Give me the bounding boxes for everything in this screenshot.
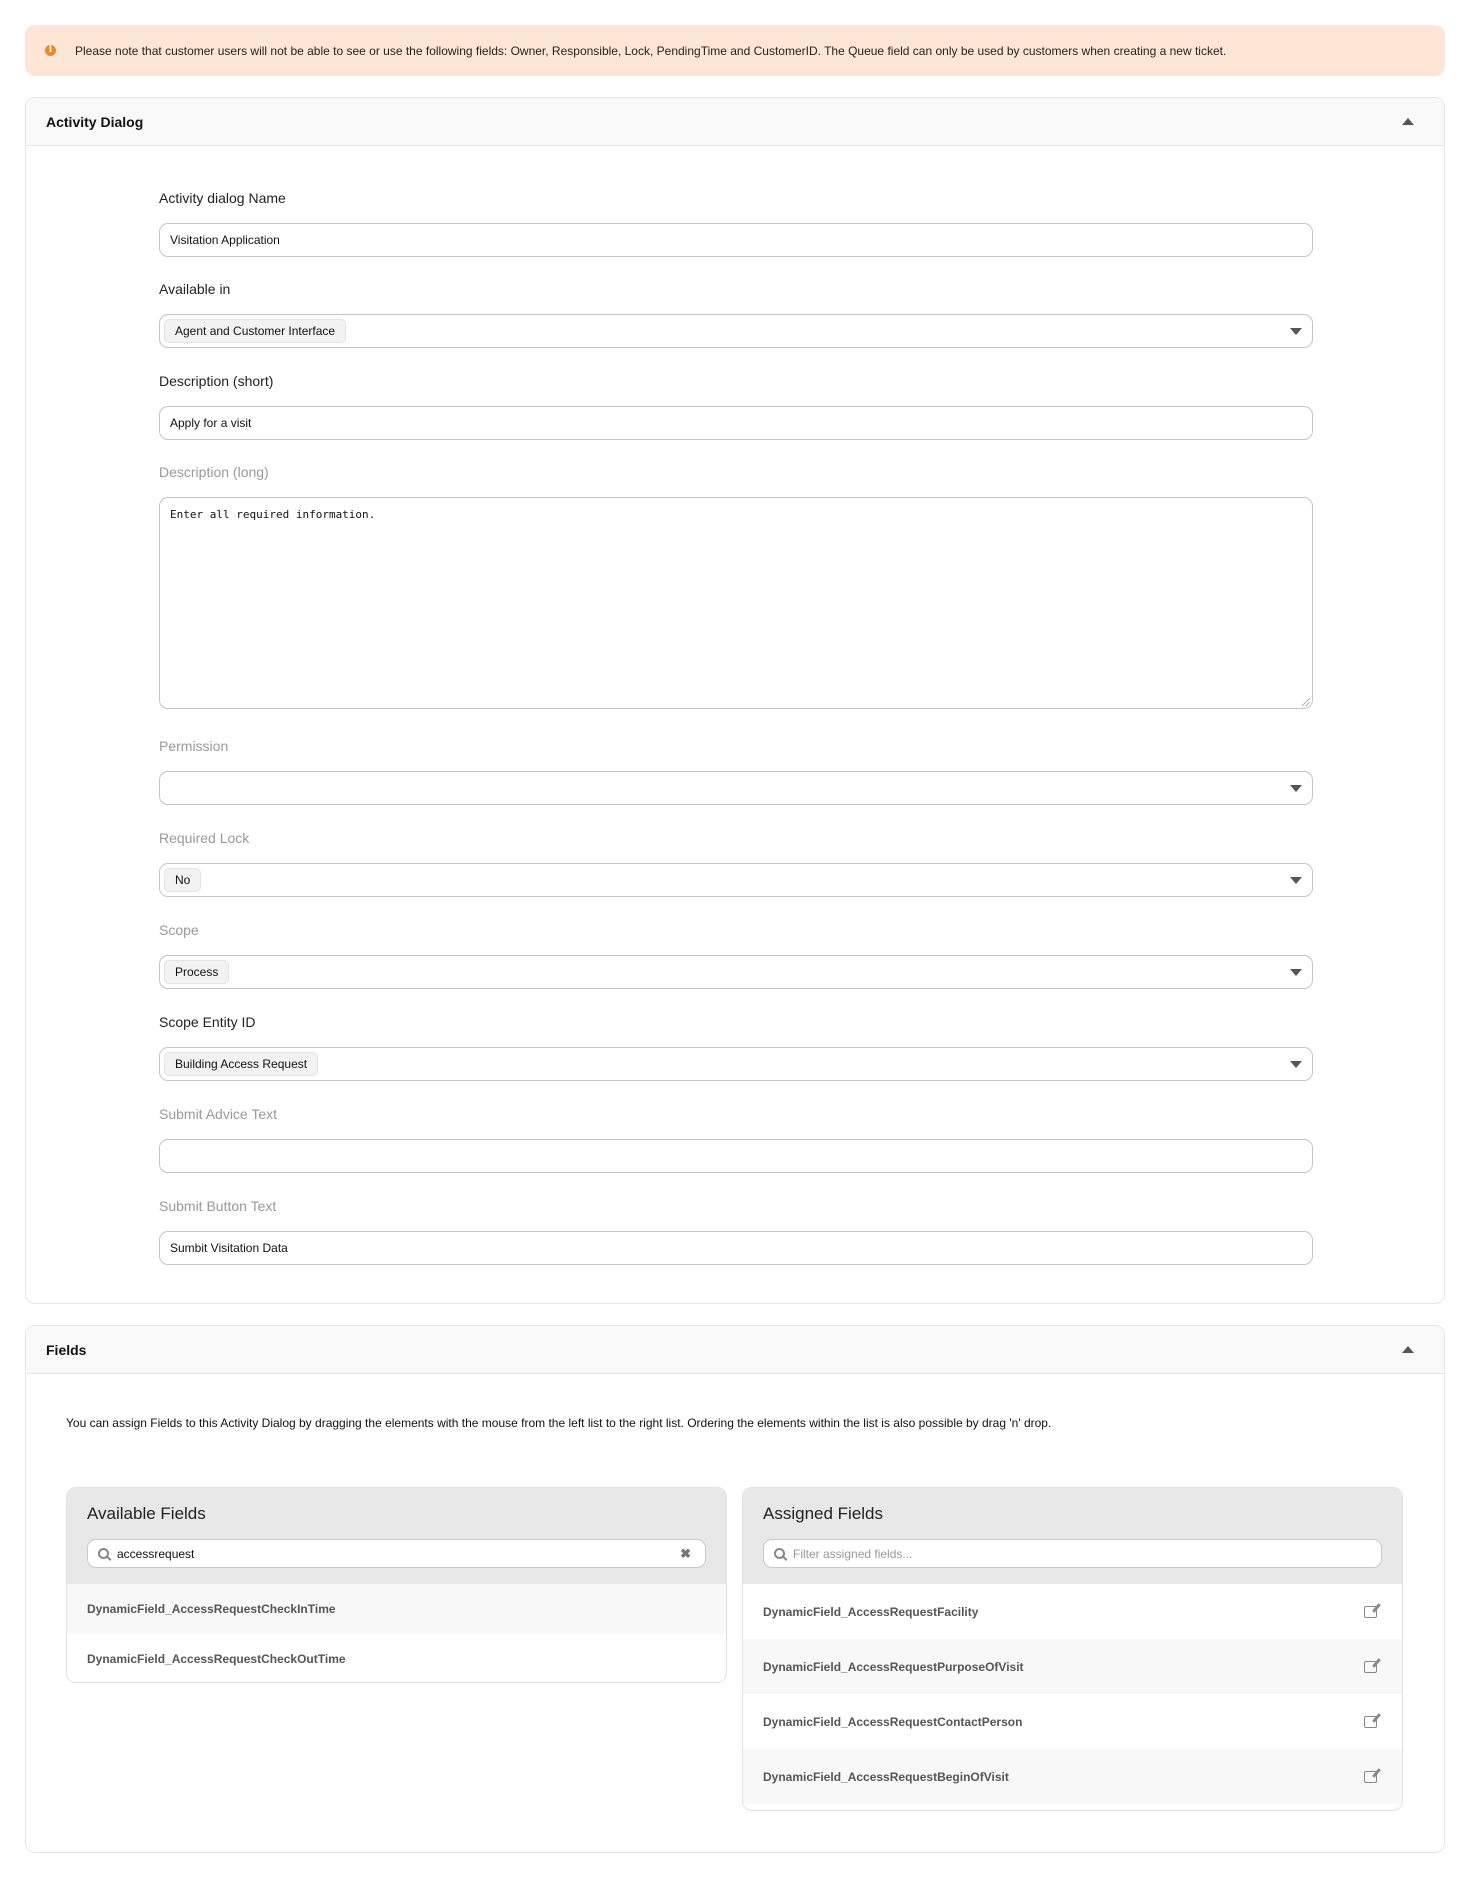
- available-fields-list: [66, 1487, 727, 1683]
- assigned-fields-title: Assigned Fields: [763, 1504, 884, 1523]
- submit-button-text-label: Submit Button Text: [159, 1198, 277, 1214]
- search-icon: [774, 1548, 785, 1559]
- submit-advice-text-label: Submit Advice Text: [159, 1106, 278, 1122]
- scope-label: Scope: [159, 922, 199, 938]
- required-lock-label: Required Lock: [159, 830, 250, 846]
- activity-dialog-header[interactable]: [26, 98, 1444, 146]
- name-label: Activity dialog Name: [159, 190, 286, 206]
- field-name: DynamicField_AccessRequestFacility: [763, 1604, 979, 1619]
- field-name: DynamicField_AccessRequestPurposeOfVisit: [763, 1659, 1024, 1674]
- chevron-down-icon[interactable]: [1290, 969, 1302, 976]
- fields-panel: [25, 1325, 1445, 1853]
- assigned-field-item[interactable]: [743, 1639, 1402, 1694]
- customer-fields-notice: [25, 25, 1445, 76]
- activity-dialog-panel: [25, 97, 1445, 1304]
- scope-entity-id-label: Scope Entity ID: [159, 1014, 256, 1030]
- submit-button-text-value: Sumbit Visitation Data: [170, 1241, 288, 1255]
- submit-button-text-input[interactable]: [159, 1231, 1313, 1265]
- chevron-down-icon[interactable]: [1290, 328, 1302, 335]
- assigned-field-item[interactable]: [743, 1749, 1402, 1804]
- chevron-down-icon[interactable]: [1290, 1061, 1302, 1068]
- description-long-label: Description (long): [159, 464, 269, 480]
- available-field-item[interactable]: [67, 1634, 726, 1683]
- field-name: DynamicField_AccessRequestContactPerson: [763, 1714, 1023, 1729]
- chevron-down-icon[interactable]: [1290, 877, 1302, 884]
- scope-chip: Process: [164, 960, 229, 984]
- assigned-field-item[interactable]: [743, 1694, 1402, 1749]
- assigned-field-item[interactable]: [743, 1584, 1402, 1639]
- description-short-value: Apply for a visit: [170, 416, 252, 430]
- field-name: DynamicField_AccessRequestBeginOfVisit: [763, 1769, 1009, 1784]
- permission-select[interactable]: [159, 771, 1313, 805]
- available-filter-value: accessrequest: [117, 1546, 195, 1561]
- available-in-select[interactable]: [159, 314, 1313, 348]
- description-short-label: Description (short): [159, 373, 274, 389]
- info-circle-icon: i: [45, 45, 56, 56]
- assigned-fields-list: [742, 1487, 1403, 1811]
- required-lock-chip: No: [164, 868, 201, 892]
- available-in-chip: Agent and Customer Interface: [164, 319, 346, 343]
- available-field-item[interactable]: [67, 1584, 726, 1634]
- scope-entity-id-chip: Building Access Request: [164, 1052, 318, 1076]
- description-long-value: Enter all required information.: [170, 508, 376, 521]
- fields-header[interactable]: [26, 1326, 1444, 1374]
- clear-filter-icon[interactable]: ✖: [680, 1546, 691, 1561]
- resize-handle-icon[interactable]: [1302, 698, 1310, 706]
- name-input[interactable]: [159, 223, 1313, 257]
- edit-icon[interactable]: [1364, 1716, 1377, 1728]
- submit-advice-text-input[interactable]: [159, 1139, 1313, 1173]
- fields-help-text: You can assign Fields to this Activity Dialog by dragging the elements with the mouse from the left list to the right list. Ordering the elements within the list is also possible by drag 'n' drop.: [66, 1416, 1052, 1430]
- notice-text: Please note that customer users will not be able to see or use the following fields: Owner, Responsible, Lock, PendingTime and CustomerID. The Queue field can only be used by customers when creating a new ticket.: [75, 43, 1227, 58]
- description-short-input[interactable]: [159, 406, 1313, 440]
- required-lock-select[interactable]: [159, 863, 1313, 897]
- edit-icon[interactable]: [1364, 1771, 1377, 1783]
- edit-icon[interactable]: [1364, 1606, 1377, 1618]
- name-input-value: Visitation Application: [170, 233, 280, 247]
- scope-entity-id-select[interactable]: [159, 1047, 1313, 1081]
- assigned-filter-placeholder: Filter assigned fields...: [793, 1546, 913, 1561]
- fields-title: Fields: [46, 1341, 87, 1358]
- available-in-label: Available in: [159, 281, 231, 297]
- activity-dialog-title: Activity Dialog: [46, 113, 144, 130]
- chevron-down-icon[interactable]: [1290, 785, 1302, 792]
- available-fields-filter-input[interactable]: [87, 1539, 706, 1568]
- scope-select[interactable]: [159, 955, 1313, 989]
- assigned-fields-filter-input[interactable]: [763, 1539, 1382, 1568]
- collapse-up-icon[interactable]: [1402, 118, 1414, 125]
- edit-icon[interactable]: [1364, 1661, 1377, 1673]
- field-name: DynamicField_AccessRequestCheckOutTime: [87, 1652, 346, 1666]
- description-long-textarea[interactable]: [159, 497, 1313, 709]
- permission-label: Permission: [159, 738, 229, 754]
- collapse-up-icon[interactable]: [1402, 1346, 1414, 1353]
- field-name: DynamicField_AccessRequestCheckInTime: [87, 1602, 336, 1616]
- search-icon: [98, 1548, 109, 1559]
- available-fields-title: Available Fields: [87, 1504, 206, 1523]
